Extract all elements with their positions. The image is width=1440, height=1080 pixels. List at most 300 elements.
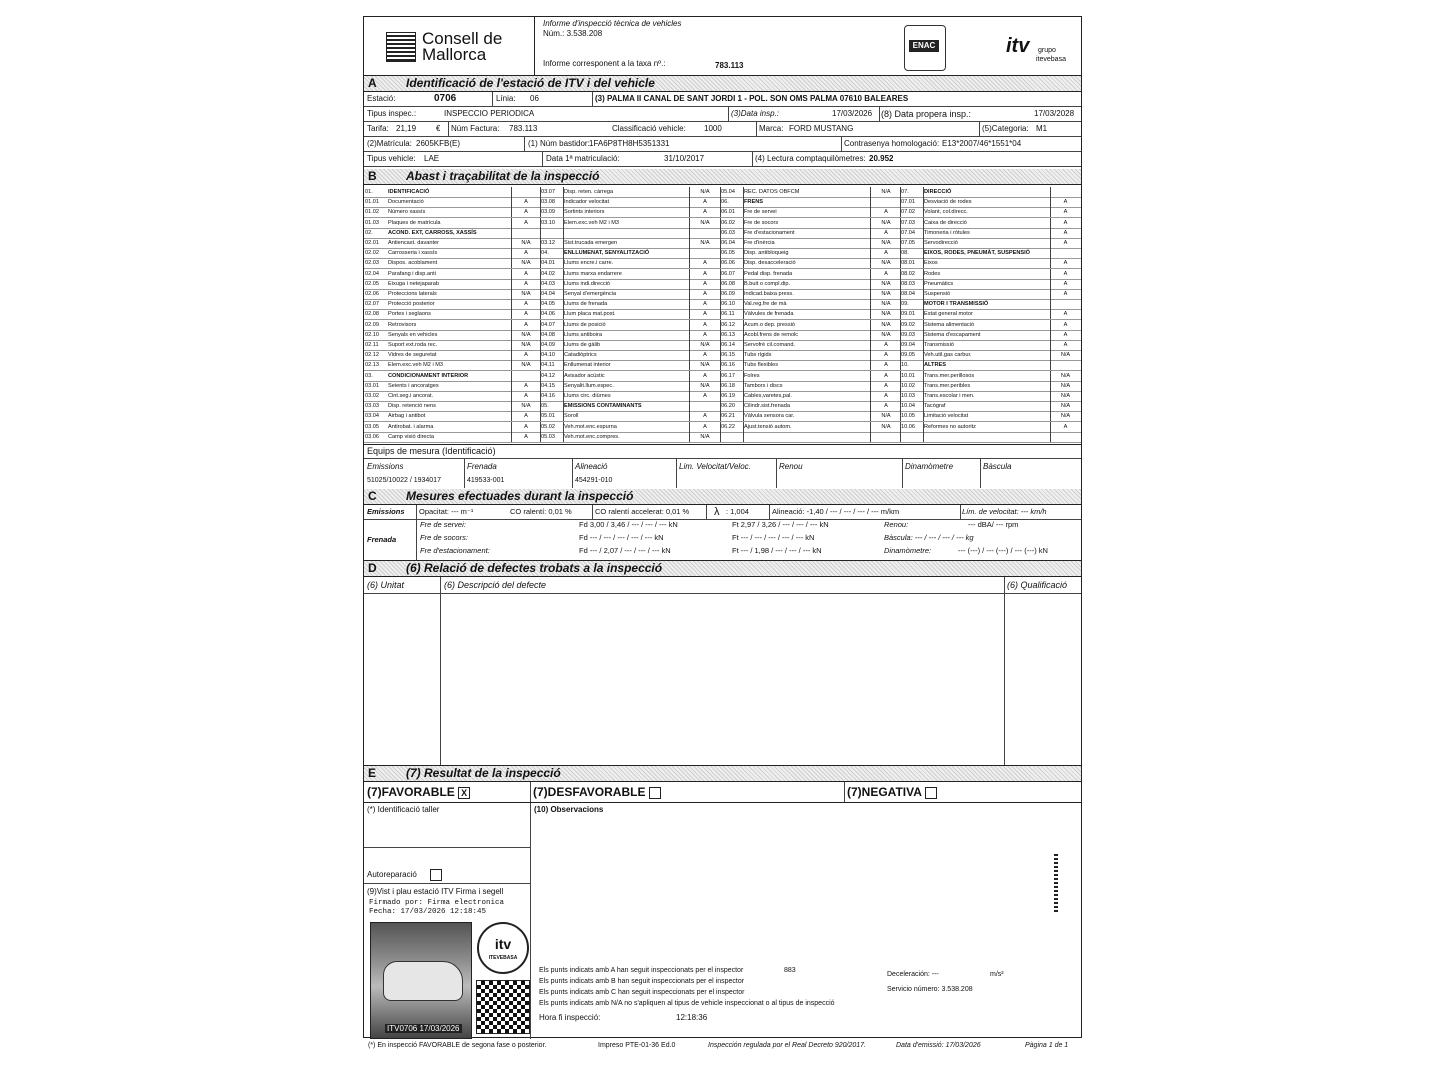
desfavorable-checkbox[interactable] — [649, 787, 661, 799]
item-label: Enllumenat interior — [564, 362, 611, 369]
punts-a: Els punts indicats amb A han seguit inspeccionats per el inspector — [539, 967, 744, 974]
item-result: A — [524, 352, 528, 359]
item-result — [1051, 187, 1080, 197]
item-result: A — [524, 423, 528, 430]
enac-logo: ENAC — [904, 25, 946, 71]
item-code: 03.02 — [365, 393, 379, 399]
item-label: Eixuga i netejaparab — [388, 280, 440, 287]
item-code: 04.11 — [541, 362, 555, 369]
item-label — [564, 228, 690, 238]
item-label: Senyals en vehicles — [388, 331, 438, 338]
item-code: 04.09 — [541, 342, 555, 348]
item-result — [871, 432, 901, 442]
item-code: 08.01 — [901, 260, 915, 267]
measures-frenada: Frenada Fre de servei: Fd 3,00 / 3,46 / --- / --- / --- kN Ft 2,97 / 3,26 / --- / --- / --- kN Renou: --- dBA/ --- rpm Fre de socors: Fd --- / --- / --- / --- / --- kN Ft --- / --- / --- / --- / --- kN Bàscula: --- / --- / --- / --- kg Fre d'estacionament: Fd --- / 2,07 / --- / --- / --- kN Ft --- / 1,98 / --- / --- / --- kN Dinamòmetre: --- (---) / --- (---) / --- (---) kN — [364, 520, 1081, 561]
item-result: A — [1063, 291, 1068, 297]
item-result: N/A — [700, 433, 710, 440]
item-code: 05.02 — [541, 423, 555, 430]
item-result: A — [703, 209, 707, 216]
item-label — [924, 432, 1051, 442]
item-code: 04.08 — [541, 331, 555, 338]
item-code: 10.06 — [901, 423, 915, 430]
item-label: ENLLUMENAT, SENYALITZACIÓ — [564, 250, 650, 257]
item-result: A — [703, 301, 707, 308]
table-row — [364, 432, 1081, 443]
equips-title: Equips de mesura (Identificació) — [367, 446, 496, 456]
item-label: Llums de gàlib — [564, 342, 601, 348]
item-result: N/A — [1060, 403, 1071, 410]
item-label: Sistema d'escapament — [924, 331, 981, 338]
item-result: N/A — [881, 219, 891, 226]
item-label: REC. DATOS OBFCM — [744, 189, 800, 195]
itv-stamp: itv ITEVEBASA — [477, 922, 529, 974]
item-label: Indicad.baixa press. — [744, 291, 794, 297]
footer-pagina: Pàgina 1 de 1 — [1025, 1042, 1069, 1049]
item-label: Suspensió — [924, 291, 951, 297]
item-code: 02.07 — [365, 301, 379, 308]
measures-emissions-row: Emissions Opacitat: --- m⁻¹ CO ralentí: 0,01 % CO ralentí accelerat: 0,01 % λ : 1,004 Alineació: -1,40 / --- / --- / --- / --- m/km Lím. de velocitat: --- km/h — [364, 505, 1081, 520]
item-label: Soroll — [564, 413, 579, 420]
section-e-header: E (7) Resultat de la inspecció — [364, 766, 1081, 782]
item-label: Trans.mer.perillosos — [924, 372, 975, 379]
item-label: Servodirecció — [924, 240, 958, 246]
item-code: 06.17 — [721, 372, 735, 379]
item-result: N/A — [700, 342, 710, 348]
footer-decreto: Inspección regulada por el Real Decreto 920/2017. — [708, 1042, 866, 1049]
item-result — [1051, 248, 1080, 258]
item-code: 08.03 — [901, 280, 915, 287]
item-code: 02.11 — [365, 342, 379, 348]
item-result — [690, 228, 720, 238]
item-result: N/A — [1060, 382, 1071, 389]
item-code: 03. — [365, 372, 373, 379]
item-code: 06.15 — [721, 352, 735, 359]
coat-of-arms-icon — [386, 32, 416, 62]
section-b-header: B Abast i traçabilitat de la inspecció — [364, 169, 1081, 185]
item-code: 06.09 — [721, 291, 735, 297]
item-result: A — [884, 382, 888, 389]
item-label — [744, 432, 871, 442]
item-label: Camp visió directa — [388, 433, 435, 440]
item-result: A — [1063, 311, 1068, 318]
org-name-2: Mallorca — [422, 45, 487, 64]
item-label: Transmissió — [924, 342, 954, 348]
section-c-title: Mesures efectuades durant la inspecció — [406, 489, 634, 503]
item-result: A — [524, 250, 528, 257]
item-code: 06.07 — [721, 270, 735, 277]
item-result: A — [524, 311, 528, 318]
item-label: Llum placa mat.post. — [564, 311, 616, 318]
item-label: Folres — [744, 372, 760, 379]
item-code: 09.03 — [901, 331, 915, 338]
item-label: Pneumàtics — [924, 280, 954, 287]
item-result: A — [1063, 280, 1068, 287]
item-result: A — [703, 291, 707, 297]
row-tipus-vehicle: Tipus vehicle: LAE Data 1ª matriculació: 31/10/2017 (4) Lectura comptaquilòmetres: 20.952 — [364, 152, 1081, 167]
item-code — [901, 432, 924, 442]
item-result: A — [884, 250, 888, 257]
item-result — [871, 197, 901, 207]
footer-impreso: Impreso PTE-01-36 Ed.0 — [598, 1042, 676, 1049]
item-result: N/A — [700, 189, 710, 195]
item-result: N/A — [1060, 413, 1071, 420]
item-result: A — [703, 423, 707, 430]
item-result: A — [1063, 270, 1068, 277]
item-result: N/A — [881, 301, 891, 308]
autoreparacio-checkbox[interactable] — [430, 869, 442, 881]
item-code: 03.12 — [541, 240, 555, 246]
item-code: 04. — [541, 250, 549, 257]
item-code: 04.16 — [541, 393, 555, 399]
item-result — [690, 401, 720, 411]
section-d-header: D (6) Relació de defectes trobats a la inspecció — [364, 561, 1081, 577]
item-label: Elem.exc.veh M2 i M3 — [564, 219, 620, 226]
item-label: IDENTIFICACIÓ — [388, 189, 430, 195]
item-result: A — [1063, 321, 1068, 328]
item-result: A — [524, 321, 528, 328]
item-code — [541, 228, 564, 238]
item-result: N/A — [881, 331, 891, 338]
item-label: Tubs rígids — [744, 352, 772, 359]
item-label: Fre d'inèrcia — [744, 240, 775, 246]
item-code: 07.02 — [901, 209, 915, 216]
consell-logo — [382, 27, 532, 67]
item-label: Seients i ancoratges — [388, 382, 439, 389]
item-code: 03.03 — [365, 403, 379, 410]
alineacio-equip: 454291-010 — [575, 477, 613, 484]
item-result: N/A — [881, 423, 891, 430]
item-code: 03.04 — [365, 413, 379, 420]
punts-na: Els punts indicats amb N/A no s'apliquen al tipus de vehicle inspeccionat o al tipus de inspecció — [539, 1000, 835, 1007]
row-tipus: Tipus inspec.: INSPECCIO PERIODICA (3)Data insp.: 17/03/2026 (8) Data propera insp.: 17/03/2028 — [364, 107, 1081, 122]
footer-emissio: Data d'emissió: 17/03/2026 — [896, 1042, 981, 1049]
section-a-title: Identificació de l'estació de ITV i del vehicle — [406, 76, 655, 90]
item-label: Acobl.frens de remolc — [744, 331, 799, 338]
item-label: Tambors i discs — [744, 382, 783, 389]
item-code: 03.06 — [365, 433, 379, 440]
item-code: 09. — [901, 301, 909, 308]
item-code: 08.04 — [901, 291, 915, 297]
item-code: 02.08 — [365, 311, 379, 318]
item-result: N/A — [700, 240, 710, 246]
item-result: A — [1063, 342, 1068, 348]
inspection-report — [363, 16, 1082, 1038]
item-label: MOTOR I TRANSMISSIÓ — [924, 301, 989, 308]
item-result: A — [703, 280, 707, 287]
row-matricula: (2)Matrícula: 2605KFB(E) (1) Núm bastidor: 1FA6P8TH8H5351331 Contrasenya homologació: E13*2007/46*1551*04 — [364, 137, 1081, 152]
item-result: A — [884, 362, 888, 369]
vehicle-photo — [370, 922, 472, 1039]
item-code: 06.14 — [721, 342, 735, 348]
emissions-equip: 51025/10022 / 1934017 — [367, 477, 441, 484]
item-code: 06.03 — [721, 229, 735, 236]
item-label: Carrosseria i xassís — [388, 250, 438, 257]
item-code: 07.03 — [901, 219, 915, 226]
item-result: N/A — [521, 342, 531, 348]
item-code: 07.01 — [901, 199, 915, 206]
item-code: 06.21 — [721, 413, 735, 420]
item-code: 10.01 — [901, 372, 915, 379]
item-code: 09.02 — [901, 321, 915, 328]
item-code: 09.04 — [901, 342, 915, 348]
item-label: Antiencast. davanter — [388, 240, 439, 246]
item-result — [690, 248, 720, 258]
item-code: 04.03 — [541, 280, 555, 287]
item-code: 07. — [901, 189, 909, 195]
item-code: 02.09 — [365, 321, 379, 328]
equips-mesura: Equips de mesura (Identificació) Emissions 51025/10022 / 1934017 Frenada 419533-001 Alineació 454291-010 Lim. Velocitat/Veloc. Renou Dinamòmetre Bàscula — [364, 444, 1081, 490]
item-result: A — [884, 270, 888, 277]
item-code: 02.05 — [365, 280, 379, 287]
item-result — [1051, 360, 1080, 370]
hora-label: Hora fi inspecció: — [539, 1013, 601, 1022]
item-label: Disp. antibloqueig — [744, 250, 789, 257]
item-code: 06.10 — [721, 301, 735, 308]
item-label: Cilindr.sist.frenada — [744, 403, 791, 410]
item-label: Veh.mot.enc.espurna — [564, 423, 617, 430]
item-label: Llums indi.direcció — [564, 280, 611, 287]
item-code: 02.13 — [365, 362, 379, 369]
defects-table — [364, 577, 1081, 766]
item-result: A — [524, 433, 528, 440]
hora-value: 12:18:36 — [676, 1013, 708, 1022]
item-label: ACOND. EXT, CARROSS, XASSÍS — [388, 229, 477, 236]
item-code: 06.18 — [721, 382, 735, 389]
item-result: N/A — [881, 280, 891, 287]
item-result: N/A — [521, 362, 531, 369]
item-result: A — [524, 199, 528, 206]
item-code: 01.01 — [365, 199, 379, 206]
row-estacio: Estació: 0706 Línia: 06 (3) PALMA II CANAL DE SANT JORDI 1 - POL. SON OMS PALMA 07610 BALEARES — [364, 92, 1081, 107]
favorable-label: (7)FAVORABLE X — [367, 782, 470, 802]
item-label: Proteccions laterals — [388, 291, 437, 297]
item-label: Rodes — [924, 270, 941, 277]
taxa-value: 783.113 — [715, 61, 744, 70]
item-label: Veh.mot.enc.compres. — [564, 433, 620, 440]
side-barcode — [1054, 852, 1058, 912]
section-b-title: Abast i traçabilitat de la inspecció — [406, 169, 600, 183]
item-result: A — [703, 199, 707, 206]
item-code: 04.05 — [541, 301, 555, 308]
item-result: A — [703, 260, 707, 267]
item-result: N/A — [700, 219, 710, 226]
item-result — [512, 187, 540, 197]
deceleracion-unit: m/s² — [990, 971, 1004, 978]
num-value: 3.538.208 — [566, 29, 603, 38]
item-label: Llums de frenada — [564, 301, 608, 308]
item-code: 08.02 — [901, 270, 915, 277]
item-code: 02.01 — [365, 240, 379, 246]
item-label: Plaques de matrícula — [388, 219, 441, 226]
item-code: 06.22 — [721, 423, 735, 430]
item-code: 03.07 — [541, 189, 555, 195]
item-code: 06.01 — [721, 209, 735, 216]
item-label: Llums de posició — [564, 321, 606, 328]
item-result: A — [884, 352, 888, 359]
item-code: 05. — [541, 403, 549, 410]
item-result: A — [884, 229, 888, 236]
section-d-title: (6) Relació de defectes trobats a la inspecció — [406, 561, 663, 575]
item-label: Airbag i antibot — [388, 413, 426, 420]
item-code: 02. — [365, 229, 373, 236]
item-label: Disp. reten. càrrega — [564, 189, 614, 195]
item-label: Desviació de rodes — [924, 199, 972, 206]
item-label: Fre d'estacionament — [744, 229, 795, 236]
car-image — [383, 961, 463, 1001]
item-code: 05.03 — [541, 433, 555, 440]
item-code: 04.06 — [541, 311, 555, 318]
item-code: 03.10 — [541, 219, 555, 226]
item-label: Pedal disp. frenada — [744, 270, 793, 277]
qualificacio-header: (6) Qualificació — [1007, 580, 1068, 590]
item-label: Val.reg.fre de mà — [744, 301, 787, 308]
item-result: A — [703, 321, 707, 328]
item-code: 02.03 — [365, 260, 379, 267]
inspector-number: 883 — [784, 967, 796, 974]
section-a-header: A Identificació de l'estació de ITV i del vehicle — [364, 76, 1081, 92]
item-label: Cint.seg.i ancorat. — [388, 393, 434, 399]
item-label: FRENS — [744, 199, 763, 206]
item-result: A — [1063, 260, 1068, 267]
item-label: Vidres de seguretat — [388, 352, 437, 359]
item-code: 04.12 — [541, 372, 555, 379]
deceleracion: Deceleración: --- — [887, 971, 939, 978]
negativa-checkbox[interactable] — [925, 787, 937, 799]
item-label: Cables,varetes,pal. — [744, 393, 792, 399]
item-label: Limitació velocitat — [924, 413, 969, 420]
item-result: A — [884, 403, 888, 410]
item-code: 10.04 — [901, 403, 915, 410]
item-code: 09.05 — [901, 352, 915, 359]
item-result: A — [1063, 423, 1068, 430]
item-label: Llums marxa endarrere — [564, 270, 622, 277]
item-label: Timoneria i ròtules — [924, 229, 970, 236]
item-code: 06.06 — [721, 260, 735, 267]
autoreparacio-label: Autoreparació — [367, 869, 442, 881]
item-result: N/A — [700, 382, 710, 389]
item-result: N/A — [881, 189, 891, 195]
item-label: Disp. retenció nens — [388, 403, 436, 410]
inspection-items-table — [364, 187, 1081, 443]
item-label: Servofrè cil.comand. — [744, 342, 795, 348]
item-result: N/A — [700, 362, 710, 369]
item-label: Retrovisors — [388, 321, 417, 328]
item-code: 04.01 — [541, 260, 555, 267]
item-code: 01.03 — [365, 219, 379, 226]
item-code: 06.04 — [721, 240, 735, 246]
item-code: 04.10 — [541, 352, 555, 359]
item-label: EIXOS, RODES, PNEUMÀT, SUSPENSIÓ — [924, 250, 1030, 257]
item-code: 05.04 — [721, 189, 735, 195]
item-label: Llums encre.i carre. — [564, 260, 614, 267]
item-code: 08. — [901, 250, 909, 257]
itv-group-logo: itv grupo itevebasa — [1006, 35, 1066, 63]
item-result — [1051, 299, 1080, 309]
item-code: 03.05 — [365, 423, 379, 430]
item-result: A — [703, 372, 707, 379]
item-result: A — [703, 393, 707, 399]
item-code: 06.16 — [721, 362, 735, 369]
item-code: 06. — [721, 199, 729, 206]
item-code: 04.02 — [541, 270, 555, 277]
item-label: B.buit o compl.dip. — [744, 280, 791, 287]
item-result: N/A — [521, 260, 531, 267]
item-label: Tubs flexibles — [744, 362, 778, 369]
item-code: 02.06 — [365, 291, 379, 297]
item-code: 04.07 — [541, 321, 555, 328]
item-result — [512, 371, 540, 381]
item-label: Sortints interiors — [564, 209, 605, 216]
item-label: Senyal d'emergència — [564, 291, 617, 297]
item-code: 06.20 — [721, 403, 735, 410]
item-result: A — [703, 352, 707, 359]
item-result: A — [1063, 199, 1068, 206]
item-result — [512, 228, 540, 238]
item-label: Elem.exc.veh M2 i M3 — [388, 362, 444, 369]
item-label: Sistema alimentació — [924, 321, 975, 328]
item-result: N/A — [881, 321, 891, 328]
item-result: A — [1063, 229, 1068, 236]
item-code: 06.08 — [721, 280, 735, 287]
item-code: 03.01 — [365, 382, 379, 389]
item-label: Antirobat. i alarma — [388, 423, 434, 430]
item-label: Número xassís — [388, 209, 426, 216]
item-code: 09.01 — [901, 311, 915, 318]
item-code: 03.08 — [541, 199, 555, 206]
item-label: Catadiòptrics — [564, 352, 597, 359]
item-result: N/A — [881, 260, 891, 267]
item-code: 04.04 — [541, 291, 555, 297]
item-code: 01.02 — [365, 209, 379, 216]
item-code: 07.05 — [901, 240, 915, 246]
num-label: Núm.: — [543, 29, 565, 38]
item-result: A — [1063, 331, 1068, 338]
punts-b: Els punts indicats amb B han seguit inspeccionats per el inspector — [539, 978, 745, 985]
result-row — [364, 782, 1081, 803]
item-result: A — [524, 270, 528, 277]
section-c-header: C Mesures efectuades durant la inspecció — [364, 489, 1081, 505]
item-result: A — [524, 382, 528, 389]
item-label: ALTRES — [924, 362, 946, 369]
item-code: 10.02 — [901, 382, 915, 389]
vist-label: (9)Vist i plau estació ITV Firma i segell — [367, 887, 504, 896]
photo-caption: ITV0706 17/03/2026 — [387, 1024, 460, 1033]
item-label: Estat general motor — [924, 311, 973, 318]
item-result: N/A — [521, 403, 531, 410]
firmado-text: Firmado por: Firma electronica — [369, 899, 505, 907]
item-result: N/A — [881, 291, 891, 297]
item-result: N/A — [521, 291, 531, 297]
item-result: A — [524, 280, 528, 287]
taxa-label: Informe corresponent a la taxa nº.: — [543, 59, 666, 68]
item-code: 06.11 — [721, 311, 735, 318]
item-label: Protecció posterior — [388, 301, 435, 308]
servicio-numero: Servicio número: 3.538.208 — [887, 986, 973, 993]
item-code: 02.12 — [365, 352, 379, 359]
item-result: A — [703, 270, 707, 277]
item-result: A — [703, 331, 707, 338]
item-label: Senyalit.llum.espec. — [564, 382, 614, 389]
item-result: A — [703, 311, 707, 318]
item-result: N/A — [881, 413, 891, 420]
item-code: 03.09 — [541, 209, 555, 216]
item-code: 06.12 — [721, 321, 735, 328]
item-code: 06.13 — [721, 331, 735, 338]
negativa-label: (7)NEGATIVA — [847, 782, 937, 802]
item-label: Parafang i disp.anti — [388, 270, 436, 277]
favorable-checkbox[interactable]: X — [458, 787, 470, 799]
item-label: Portes i seglaons — [388, 311, 431, 318]
